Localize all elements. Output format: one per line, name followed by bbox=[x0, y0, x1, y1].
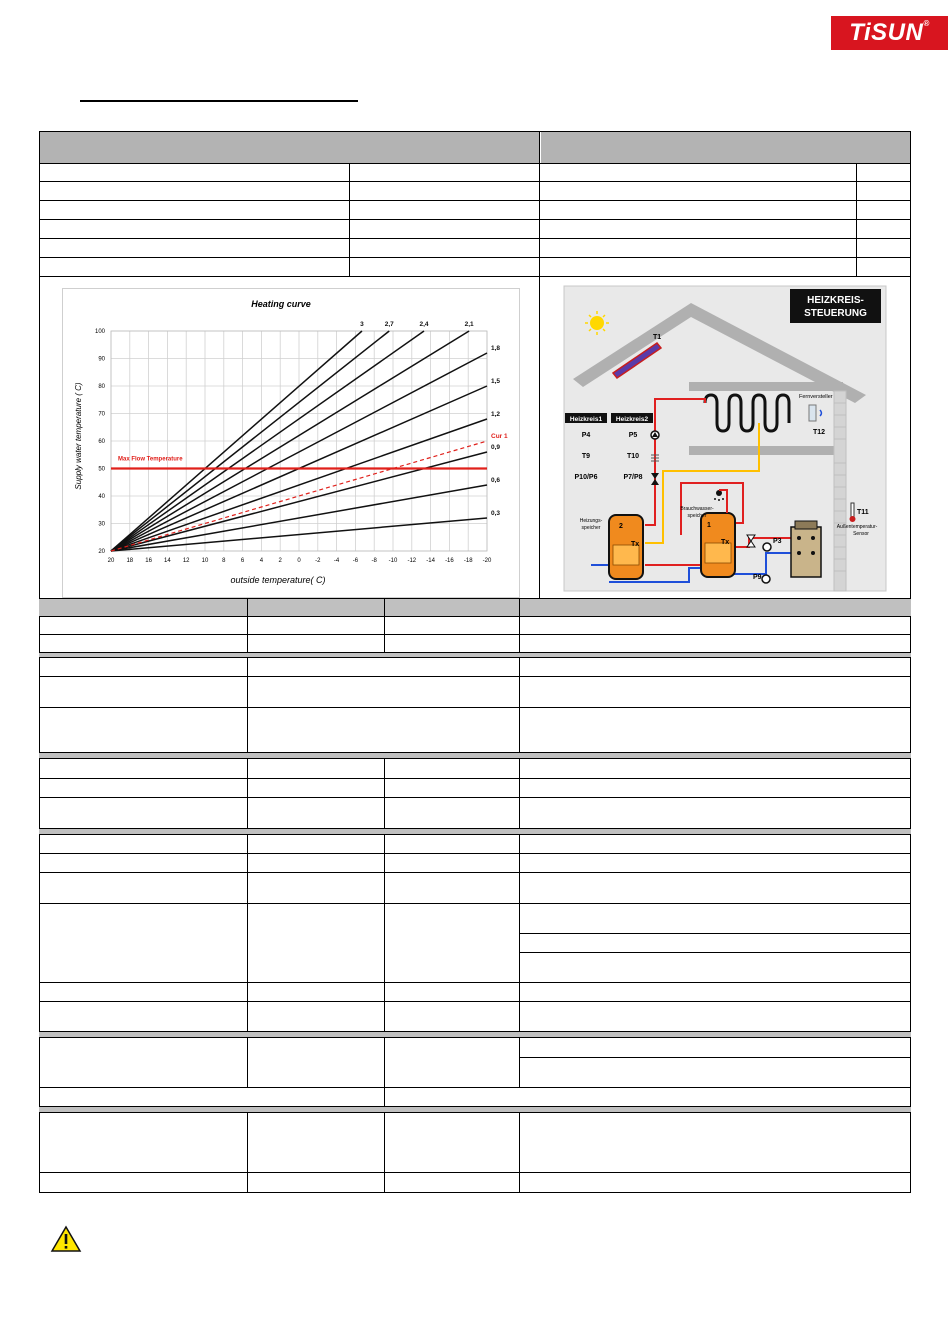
table-header-right bbox=[541, 132, 910, 163]
x-tick-label: 8 bbox=[222, 558, 226, 564]
buffer-tank-number: 2 bbox=[619, 523, 623, 530]
hk2-label: Heizkreis2 bbox=[615, 416, 649, 423]
hk2-pump-label: P5 bbox=[628, 432, 638, 439]
hk1-pump-label: P4 bbox=[581, 432, 591, 439]
chart-title: Heating curve bbox=[251, 299, 311, 309]
dhw-tank-tx: Tx bbox=[721, 539, 730, 546]
remote-control-icon bbox=[809, 405, 816, 421]
hk2-sensor-label: T10 bbox=[626, 453, 640, 460]
dhw-label-1: Brauchwasser- bbox=[680, 506, 714, 512]
curve-label: 2,1 bbox=[464, 321, 474, 328]
lower-table-header bbox=[39, 598, 911, 617]
section-divider-3 bbox=[39, 828, 911, 835]
hk1-sensor-label: T9 bbox=[581, 453, 591, 460]
brand-logo: TiSUN® bbox=[831, 16, 948, 50]
y-tick-label: 50 bbox=[98, 466, 105, 473]
x-tick-label: -10 bbox=[388, 558, 398, 564]
x-tick-label: 20 bbox=[107, 558, 115, 564]
warning-icon bbox=[50, 1225, 82, 1253]
max-flow-label: Max Flow Temperature bbox=[118, 456, 183, 463]
section-divider-2 bbox=[39, 752, 911, 759]
curve-label: 0,3 bbox=[491, 510, 501, 517]
outdoor-sensor-label: T11 bbox=[857, 509, 869, 516]
x-tick-label: 10 bbox=[201, 558, 209, 564]
y-tick-label: 90 bbox=[98, 356, 105, 363]
buffer-tank-tx: Tx bbox=[631, 541, 640, 548]
lower-floor-slab bbox=[689, 446, 835, 455]
x-tick-label: -20 bbox=[482, 558, 492, 564]
x-tick-label: 4 bbox=[259, 558, 264, 564]
pump-p3-icon bbox=[763, 543, 771, 551]
upper-floor-slab bbox=[689, 382, 843, 391]
badge-line2: STEUERUNG bbox=[804, 308, 867, 319]
x-tick-label: -18 bbox=[463, 558, 473, 564]
x-tick-label: -12 bbox=[407, 558, 417, 564]
pump-p9-icon bbox=[762, 575, 770, 583]
x-tick-label: 2 bbox=[278, 558, 282, 564]
outdoor-label-1: Außentemperatur- bbox=[836, 524, 878, 530]
dhw-tank-number: 1 bbox=[707, 522, 711, 529]
section-divider-5 bbox=[39, 1106, 911, 1113]
table-header-left bbox=[40, 132, 539, 163]
section-divider-4 bbox=[39, 1031, 911, 1038]
x-tick-label: 12 bbox=[182, 558, 190, 564]
y-tick-label: 40 bbox=[98, 494, 105, 500]
collector-label: T1 bbox=[653, 334, 662, 341]
x-tick-label: 14 bbox=[164, 558, 171, 564]
y-tick-label: 100 bbox=[94, 329, 105, 335]
x-tick-label: -16 bbox=[445, 558, 454, 564]
chart-ylabel: Supply water temperature ( C) bbox=[74, 382, 83, 490]
buffer-label-2: speicher bbox=[581, 525, 601, 531]
hydraulic-diagram bbox=[561, 283, 887, 593]
curve-label: 2,7 bbox=[384, 321, 394, 328]
x-tick-label: -4 bbox=[333, 558, 340, 564]
hk1-valve-label: P10/P6 bbox=[574, 474, 598, 481]
pump-p9-label: P9 bbox=[753, 574, 762, 581]
hydraulic-diagram-svg bbox=[561, 283, 887, 593]
curve-label: 0,9 bbox=[491, 444, 501, 451]
x-tick-label: 18 bbox=[126, 558, 134, 564]
section-title-underline bbox=[80, 100, 358, 102]
y-tick-label: 60 bbox=[98, 439, 105, 445]
heating-curve-svg bbox=[63, 289, 519, 597]
heating-curve-chart bbox=[62, 288, 520, 598]
curve-label: 1,8 bbox=[491, 345, 501, 352]
x-tick-label: -8 bbox=[371, 558, 377, 564]
remote-sensor-label: T12 bbox=[813, 429, 826, 436]
section-divider-1 bbox=[39, 652, 911, 658]
curve-label: 0,6 bbox=[491, 477, 501, 484]
y-tick-label: 30 bbox=[98, 521, 105, 528]
pump-p3-label: P3 bbox=[773, 538, 782, 545]
curve-label: 2,4 bbox=[419, 321, 429, 328]
outdoor-label-2: Sensor bbox=[853, 531, 869, 537]
hk1-label: Heizkreis1 bbox=[569, 416, 603, 423]
boiler bbox=[791, 527, 821, 577]
x-tick-label: -6 bbox=[352, 558, 359, 564]
curve-label: 1,2 bbox=[491, 411, 501, 418]
x-tick-label: 16 bbox=[145, 558, 152, 564]
remote-label: Fernversteller bbox=[799, 394, 833, 400]
x-tick-label: 0 bbox=[297, 558, 301, 564]
chart-xlabel: outside temperature( C) bbox=[230, 575, 326, 585]
y-tick-label: 70 bbox=[98, 411, 105, 418]
x-tick-label: -14 bbox=[426, 558, 435, 564]
hk2-valve-label: P7/P8 bbox=[623, 474, 643, 481]
curve-label: Cur 1 bbox=[491, 433, 508, 440]
y-tick-label: 20 bbox=[98, 549, 105, 555]
x-tick-label: -2 bbox=[315, 558, 321, 564]
dhw-label-2: speicher bbox=[687, 513, 707, 519]
x-tick-label: 6 bbox=[240, 558, 245, 564]
curve-label: 1,5 bbox=[491, 378, 501, 385]
badge-line1: HEIZKREIS- bbox=[807, 295, 864, 306]
y-tick-label: 80 bbox=[98, 384, 105, 390]
curve-label: 3 bbox=[360, 321, 364, 328]
buffer-label-1: Heizungs- bbox=[579, 518, 603, 524]
house-wall bbox=[834, 391, 846, 591]
